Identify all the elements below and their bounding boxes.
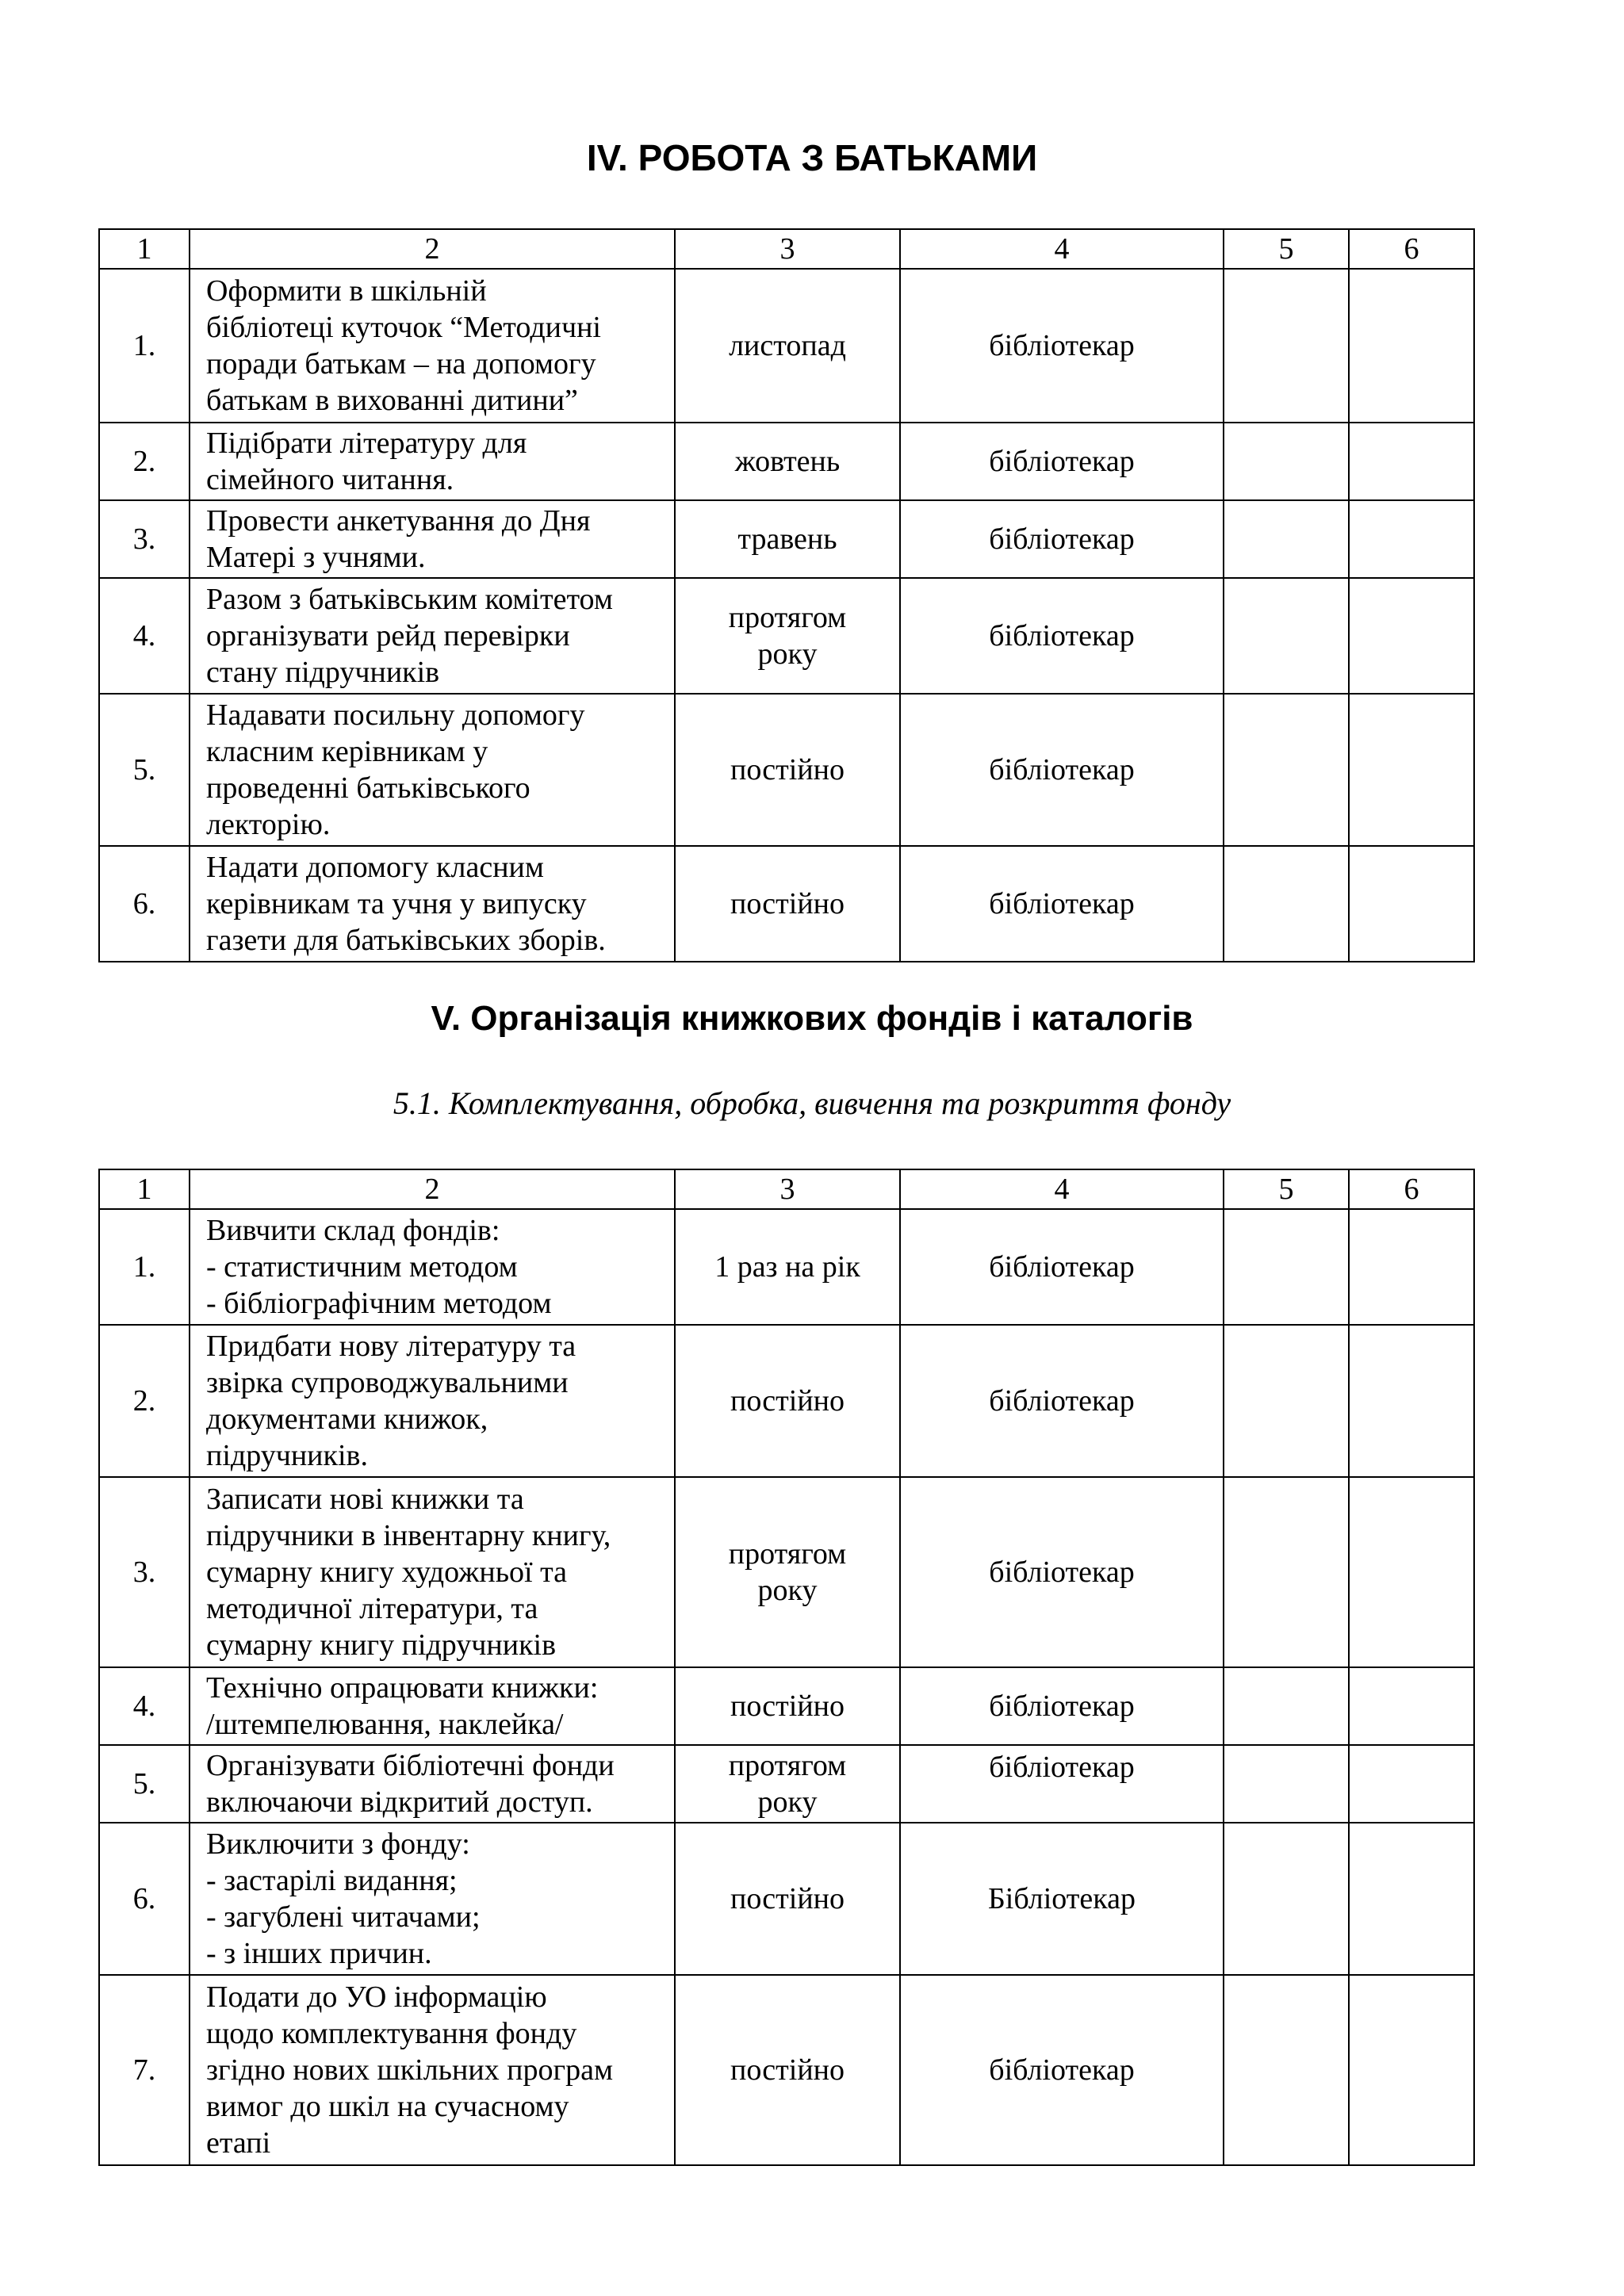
header-cell: 3 [675,229,900,269]
responsible-cell: бібліотекар [900,846,1224,962]
term-cell: травень [675,500,900,578]
table-row [99,1209,1474,1325]
empty-cell [1224,423,1349,500]
responsible-cell: бібліотекар [900,578,1224,694]
task-cell: Оформити в шкільній бібліотеці куточок “Методичні поради батькам – на допомогу батькам в вихованні дитини” [190,269,675,423]
section-5-table [98,1169,1475,2166]
empty-cell [1224,269,1349,423]
term-cell: протягом року [675,578,900,694]
row-number: 4. [99,578,190,694]
empty-cell [1224,1823,1349,1975]
section-4-title: IV. РОБОТА З БАТЬКАМИ [586,137,1038,178]
table-row [99,1745,1474,1823]
row-number: 7. [99,1975,190,2165]
task-cell: Вивчити склад фондів: - статистичним методом - бібліографічним методом [190,1209,675,1325]
responsible-cell: бібліотекар [900,1477,1224,1667]
row-number: 1. [99,1209,190,1325]
empty-cell [1349,1209,1474,1325]
responsible-cell: бібліотекар [900,269,1224,423]
section-5-title: V. Організація книжкових фондів і каталогів [431,999,1193,1038]
table-row [99,269,1474,423]
header-cell: 2 [190,229,675,269]
empty-cell [1224,1325,1349,1477]
row-number: 3. [99,500,190,578]
row-number: 6. [99,846,190,962]
term-cell: жовтень [675,423,900,500]
empty-cell [1349,1667,1474,1745]
term-cell: 1 раз на рік [675,1209,900,1325]
empty-cell [1349,578,1474,694]
task-cell: Придбати нову літературу та звірка супроводжувальними документами книжок, підручників. [190,1325,675,1477]
table-row [99,1325,1474,1477]
empty-cell [1224,694,1349,846]
row-number: 1. [99,269,190,423]
empty-cell [1224,1975,1349,2165]
row-number: 3. [99,1477,190,1667]
row-number: 6. [99,1823,190,1975]
task-cell: Надавати посильну допомогу класним керівникам у проведенні батьківського лекторію. [190,694,675,846]
responsible-cell: бібліотекар [900,500,1224,578]
table-header-row [99,229,1474,269]
responsible-cell: бібліотекар [900,1745,1224,1823]
empty-cell [1349,1975,1474,2165]
term-cell: постійно [675,846,900,962]
row-number: 2. [99,423,190,500]
term-cell: постійно [675,1975,900,2165]
task-cell: Провести анкетування до Дня Матері з учнями. [190,500,675,578]
task-cell: Записати нові книжки та підручники в інвентарну книгу, сумарну книгу художньої та методичної літератури, та сумарну книгу підручників [190,1477,675,1667]
responsible-cell: бібліотекар [900,694,1224,846]
term-cell: постійно [675,1667,900,1745]
header-cell: 1 [99,1169,190,1209]
empty-cell [1349,269,1474,423]
empty-cell [1349,423,1474,500]
empty-cell [1224,1745,1349,1823]
table-row [99,1975,1474,2165]
empty-cell [1224,846,1349,962]
table-row [99,578,1474,694]
empty-cell [1224,578,1349,694]
table-row [99,500,1474,578]
task-cell: Подати до УО інформацію щодо комплектування фонду згідно нових шкільних програм вимог до шкіл на сучасному етапі [190,1975,675,2165]
empty-cell [1349,846,1474,962]
header-cell: 4 [900,229,1224,269]
empty-cell [1349,1745,1474,1823]
empty-cell [1224,1209,1349,1325]
empty-cell [1224,1477,1349,1667]
empty-cell [1349,1823,1474,1975]
header-cell: 6 [1349,229,1474,269]
task-cell: Надати допомогу класним керівникам та учня у випуску газети для батьківських зборів. [190,846,675,962]
task-cell: Разом з батьківським комітетом організувати рейд перевірки стану підручників [190,578,675,694]
empty-cell [1349,694,1474,846]
empty-cell [1349,500,1474,578]
header-cell: 5 [1224,1169,1349,1209]
term-cell: постійно [675,694,900,846]
task-cell: Організувати бібліотечні фонди включаючи відкритий доступ. [190,1745,675,1823]
row-number: 2. [99,1325,190,1477]
row-number: 5. [99,694,190,846]
table-row [99,423,1474,500]
table-row [99,846,1474,962]
responsible-cell: бібліотекар [900,423,1224,500]
task-cell: Виключити з фонду: - застарілі видання; - загублені читачами; - з інших причин. [190,1823,675,1975]
row-number: 4. [99,1667,190,1745]
section-4-table [98,228,1475,962]
responsible-cell: бібліотекар [900,1975,1224,2165]
responsible-cell: бібліотекар [900,1667,1224,1745]
task-cell: Технічно опрацювати книжки: /штемпелювання, наклейка/ [190,1667,675,1745]
header-cell: 5 [1224,229,1349,269]
header-cell: 2 [190,1169,675,1209]
term-cell: постійно [675,1823,900,1975]
term-cell: протягом року [675,1745,900,1823]
responsible-cell: бібліотекар [900,1325,1224,1477]
header-cell: 4 [900,1169,1224,1209]
empty-cell [1349,1477,1474,1667]
term-cell: листопад [675,269,900,423]
term-cell: постійно [675,1325,900,1477]
table-row [99,694,1474,846]
term-cell: протягом року [675,1477,900,1667]
empty-cell [1224,1667,1349,1745]
header-cell: 1 [99,229,190,269]
section-5-1-subtitle: 5.1. Комплектування, обробка, вивчення та розкриття фонду [393,1085,1231,1121]
task-cell: Підібрати літературу для сімейного читання. [190,423,675,500]
empty-cell [1349,1325,1474,1477]
table-header-row [99,1169,1474,1209]
responsible-cell: Бібліотекар [900,1823,1224,1975]
table-row [99,1823,1474,1975]
header-cell: 6 [1349,1169,1474,1209]
table-row [99,1477,1474,1667]
responsible-cell: бібліотекар [900,1209,1224,1325]
empty-cell [1224,500,1349,578]
table-row [99,1667,1474,1745]
row-number: 5. [99,1745,190,1823]
header-cell: 3 [675,1169,900,1209]
